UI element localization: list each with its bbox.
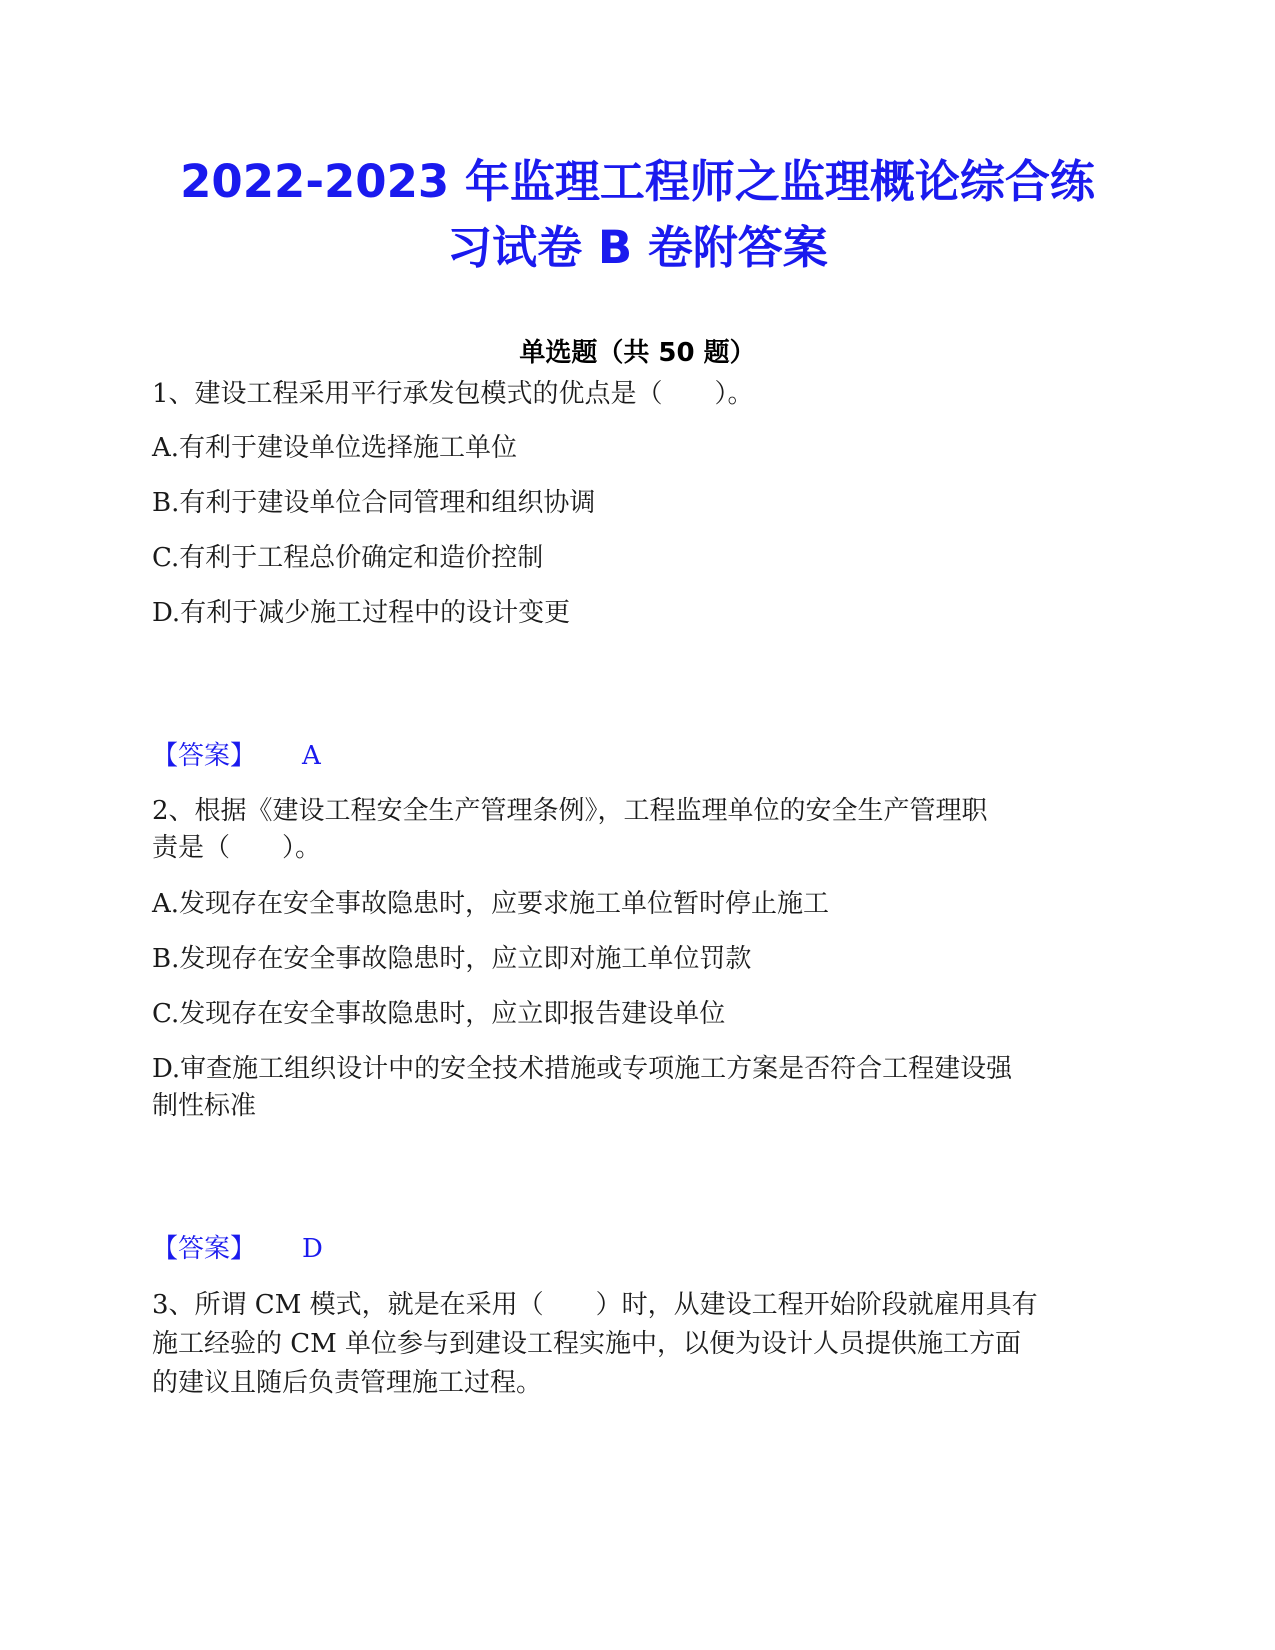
title-line-1: 2022-2023 年监理工程师之监理概论综合练 (180, 155, 1095, 208)
question-1-stem: 1、建设工程采用平行承发包模式的优点是（ ）。 (152, 379, 754, 409)
question-2-option-b: B.发现存在安全事故隐患时，应立即对施工单位罚款 (152, 944, 752, 974)
question-1-option-d: D.有利于减少施工过程中的设计变更 (152, 598, 571, 628)
question-2-answer (152, 1231, 323, 1267)
answer-label: 【答案】 (152, 741, 257, 771)
answer-value: D (302, 1234, 323, 1264)
answer-label: 【答案】 (152, 1234, 257, 1264)
question-2-option-a: A.发现存在安全事故隐患时，应要求施工单位暂时停止施工 (152, 889, 830, 919)
question-2-option-d-line-2: 制性标准 (152, 1091, 257, 1121)
question-2-option-d-line-1: D.审查施工组织设计中的安全技术措施或专项施工方案是否符合工程建设强 (152, 1054, 1013, 1084)
question-2-stem-line-1: 2、根据《建设工程安全生产管理条例》，工程监理单位的安全生产管理职 (152, 796, 988, 826)
question-2-stem-line-2: 责是（ ）。 (152, 833, 322, 863)
document-title (100, 149, 1175, 281)
question-1-option-c: C.有利于工程总价确定和造价控制 (152, 543, 544, 573)
question-1-option-b: B.有利于建设单位合同管理和组织协调 (152, 488, 596, 518)
question-3-stem-line-1: 3、所谓 CM 模式，就是在采用（ ）时，从建设工程开始阶段就雇用具有 (152, 1290, 1038, 1320)
question-3-stem-line-3: 的建议且随后负责管理施工过程。 (152, 1368, 543, 1398)
answer-value: A (302, 741, 321, 771)
title-line-2: 习试卷 B 卷附答案 (447, 221, 828, 274)
question-1-option-a: A.有利于建设单位选择施工单位 (152, 433, 518, 463)
question-1-answer (152, 738, 321, 774)
question-2-option-c: C.发现存在安全事故隐患时，应立即报告建设单位 (152, 999, 726, 1029)
section-heading: 单选题（共 50 题） (519, 338, 756, 368)
question-3-stem-line-2: 施工经验的 CM 单位参与到建设工程实施中，以便为设计人员提供施工方面 (152, 1329, 1022, 1359)
